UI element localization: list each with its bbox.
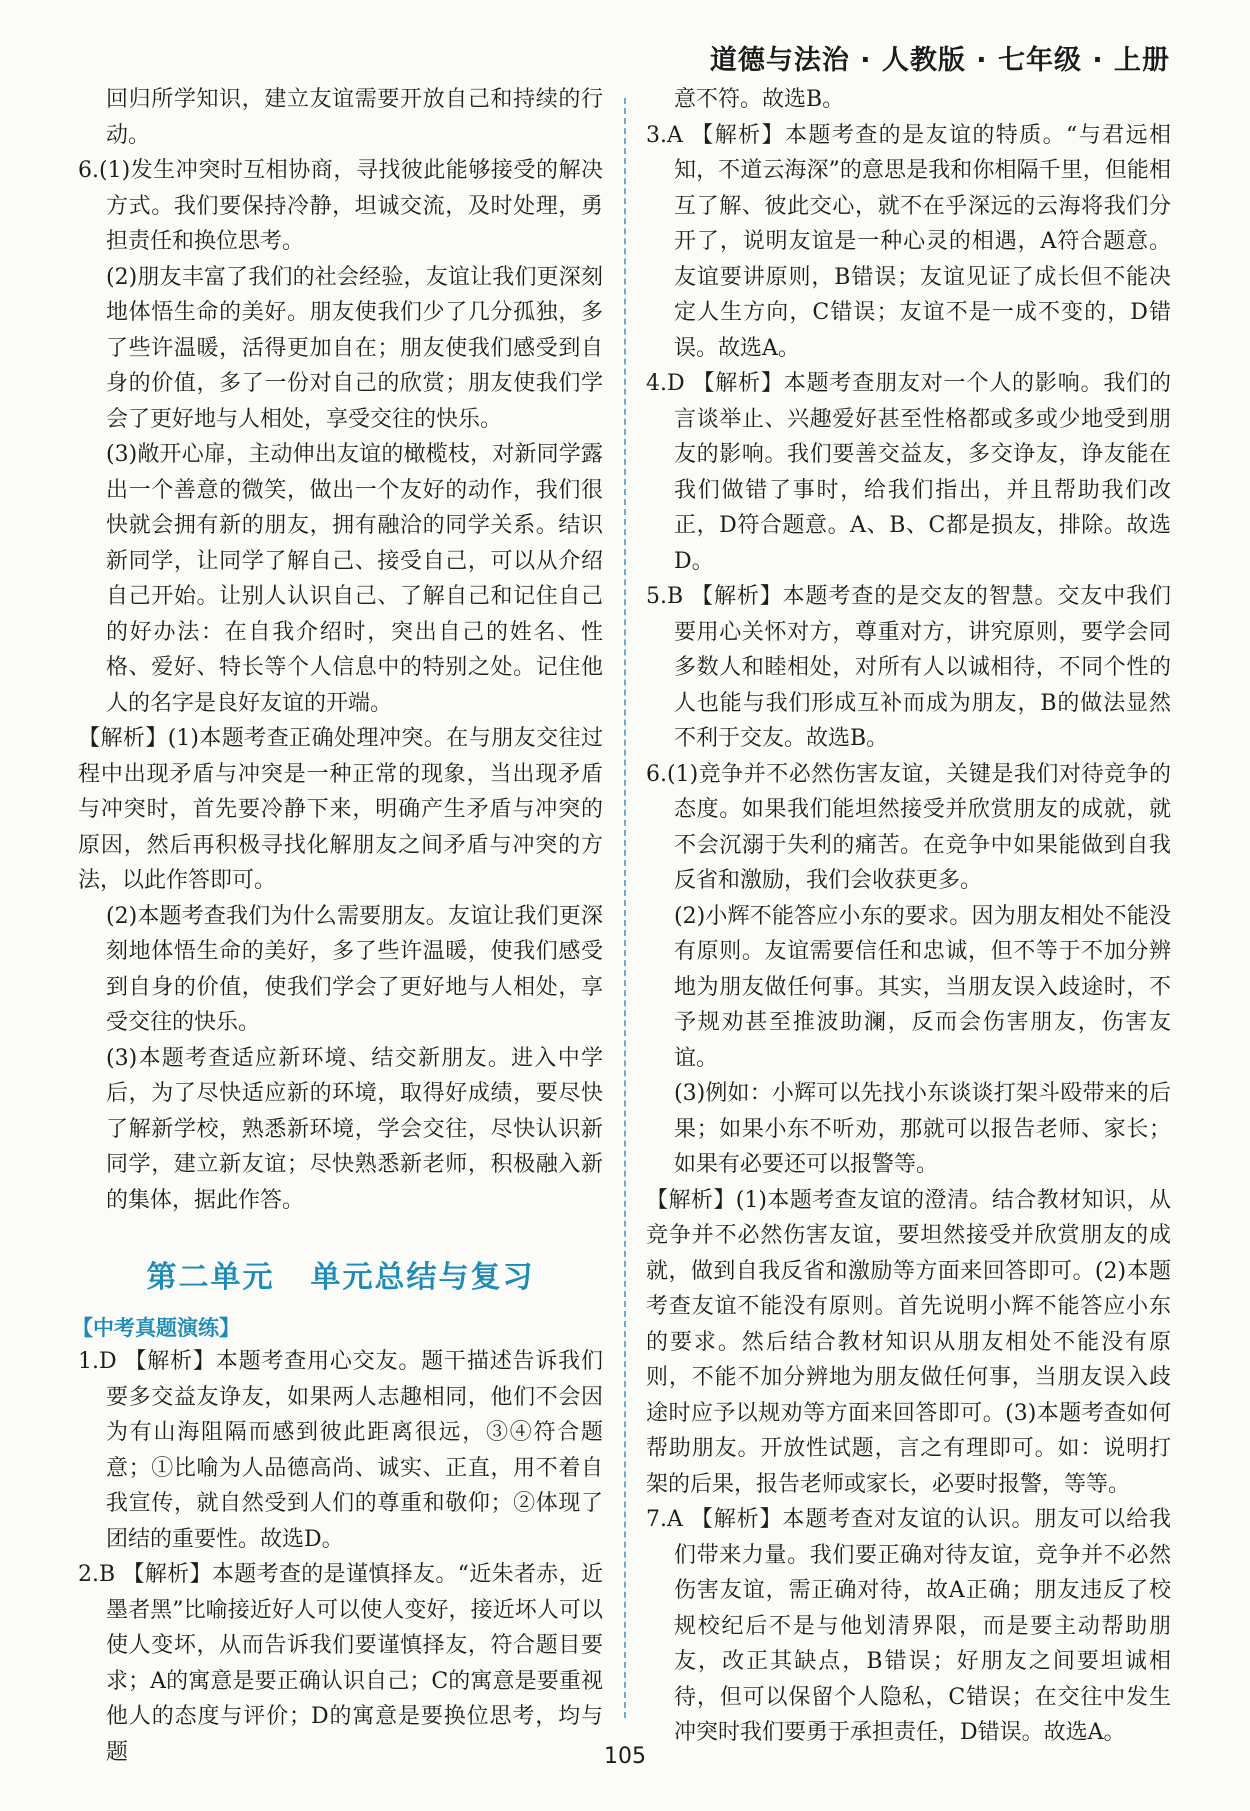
unit-title-a: 第二单元 [146, 1260, 275, 1295]
left-column [72, 82, 603, 1770]
paragraph: (2)本题考查我们为什么需要朋友。友谊让我们更深刻地体悟生命的美好，多了些许温暖，使我们感受到自身的价值，使我们学会了更好地与人相处，享受交往的快乐。 [106, 903, 603, 1035]
paragraph: 意不符。故选B。 [674, 87, 845, 112]
answer-2: 2.B 【解析】本题考查的是谨慎择友。“近朱者赤，近墨者黑”比喻接近好人可以使人变好，接近坏人可以使人变坏，从而告诉我们要谨慎择友，符合题目要求；A的寓意是要正确认识自己；C的寓意是要重视他人的态度与评价；D的寓意是要换位思考，均与题 [78, 1562, 603, 1765]
answer-6: 6.(1)发生冲突时互相协商，寻找彼此能够接受的解决方式。我们要保持冷静，坦诚交流，及时处理，勇担责任和换位思考。 [78, 158, 603, 254]
paragraph: (2)小辉不能答应小东的要求。因为朋友相处不能没有原则。友谊需要信任和忠诚，但不等于不加分辨地为朋友做任何事。其实，当朋友误入歧途时，不予规劝甚至推波助澜，反而会伤害朋友，伤害友谊。 [674, 903, 1171, 1071]
unit-title-b: 单元总结与复习 [310, 1260, 535, 1295]
paragraph: 回归所学知识，建立友谊需要开放自己和持续的行动。 [106, 87, 603, 148]
answer-4: 4.D 【解析】本题考查朋友对一个人的影响。我们的言谈举止、兴趣爱好甚至性格都或多或少地受到朋友的影响。我们要善交益友，多交诤友，诤友能在我们做错了事时，给我们指出，并且帮助我们改正，D符合题意。A、B、C都是损友，排除。故选D。 [646, 371, 1171, 574]
paragraph: (3)本题考查适应新环境、结交新朋友。进入中学后，为了尽快适应新的环境，取得好成绩，要尽快了解新学校，熟悉新环境，学会交往，尽快认识新同学，建立新友谊；尽快熟悉新老师，积极融入新的集体，据此作答。 [106, 1045, 603, 1213]
answer-6: 6.(1)竞争并不必然伤害友谊，关键是我们对待竞争的态度。如果我们能坦然接受并欣赏朋友的成就，就不会沉溺于失利的痛苦。在竞争中如果能做到自我反省和激励，我们会收获更多。 [646, 761, 1171, 893]
unit-title [78, 1252, 603, 1296]
answer-5: 5.B 【解析】本题考查的是交友的智慧。交友中我们要用心关怀对方，尊重对方，讲究原则，要学会同多数人和睦相处，对所有人以诚相待，不同个性的人也能与我们形成互补而成为朋友，B的做法显然不利于交友。故选B。 [646, 584, 1171, 751]
section-label: 【中考真题演练】 [72, 1316, 240, 1340]
answer-3: 3.A 【解析】本题考查的是友谊的特质。“与君远相知，不道云海深”的意思是我和你相隔千里，但能相互了解、彼此交心，就不在乎深远的云海将我们分开了，说明友谊是一种心灵的相遇，A符合题意。友谊要讲原则，B错误；友谊见证了成长但不能决定人生方向，C错误；友谊不是一成不变的，D错误。故选A。 [646, 122, 1171, 361]
column-divider [624, 98, 626, 1718]
paragraph: (2)朋友丰富了我们的社会经验，友谊让我们更深刻地体悟生命的美好。朋友使我们少了几分孤独，多了些许温暖，活得更加自在；朋友使我们感受到自身的价值，多了一份对自己的欣赏；朋友使我们学会了更好地与人相处，享受交往的快乐。 [106, 264, 603, 432]
paragraph: (3)例如：小辉可以先找小东谈谈打架斗殴带来的后果；如果小东不听劝，那就可以报告老师、家长；如果有必要还可以报警等。 [674, 1081, 1171, 1177]
analysis-paragraph: 【解析】(1)本题考查正确处理冲突。在与朋友交往过程中出现矛盾与冲突是一种正常的现象，当出现矛盾与冲突时，首先要冷静下来，明确产生矛盾与冲突的原因，然后再积极寻找化解朋友之间矛盾与冲突的方法，以此作答即可。 [78, 726, 603, 893]
answer-7: 7.A 【解析】本题考查对友谊的认识。朋友可以给我们带来力量。我们要正确对待友谊，竞争并不必然伤害友谊，需正确对待，故A正确；朋友违反了校规校纪后不是与他划清界限，而是要主动帮助朋友，改正其缺点，B错误；好朋友之间要坦诚相待，但可以保留个人隐私，C错误；在交往中发生冲突时我们要勇于承担责任，D错误。故选A。 [646, 1507, 1171, 1745]
answer-1: 1.D 【解析】本题考查用心交友。题干描述告诉我们要多交益友诤友，如果两人志趣相同，他们不会因为有山海阻隔而感到彼此距离很远，③④符合题意；①比喻为人品德高尚、诚实、正直，用不着自我宣传，就自然受到人们的尊重和敬仰；②体现了团结的重要性。故选D。 [78, 1349, 603, 1552]
analysis-paragraph: 【解析】(1)本题考查友谊的澄清。结合教材知识，从竞争并不必然伤害友谊，要坦然接受并欣赏朋友的成就，做到自我反省和激励等方面来回答即可。(2)本题考查友谊不能没有原则。首先说明小辉不能答应小东的要求。然后结合教材知识从朋友相处不能没有原则，不能不加分辨地为朋友做任何事，当朋友误入歧途时应予以规劝等方面来回答即可。(3)本题考查如何帮助朋友。开放性试题，言之有理即可。如：说明打架的后果，报告老师或家长，必要时报警，等等。 [646, 1187, 1171, 1497]
right-column [646, 82, 1171, 1751]
paragraph: (3)敞开心扉，主动伸出友谊的橄榄枝，对新同学露出一个善意的微笑，做出一个友好的动作，我们很快就会拥有新的朋友，拥有融洽的同学关系。结识新同学，让同学了解自己、接受自己，可以从介绍自己开始。让别人认识自己、了解自己和记住自己的好办法：在自我介绍时，突出自己的姓名、性格、爱好、特长等个人信息中的特别之处。记住他人的名字是良好友谊的开端。 [106, 442, 603, 716]
running-header: 道德与法治 · 人教版 · 七年级 · 上册 [709, 45, 1170, 76]
page-number: 105 [604, 1744, 646, 1769]
